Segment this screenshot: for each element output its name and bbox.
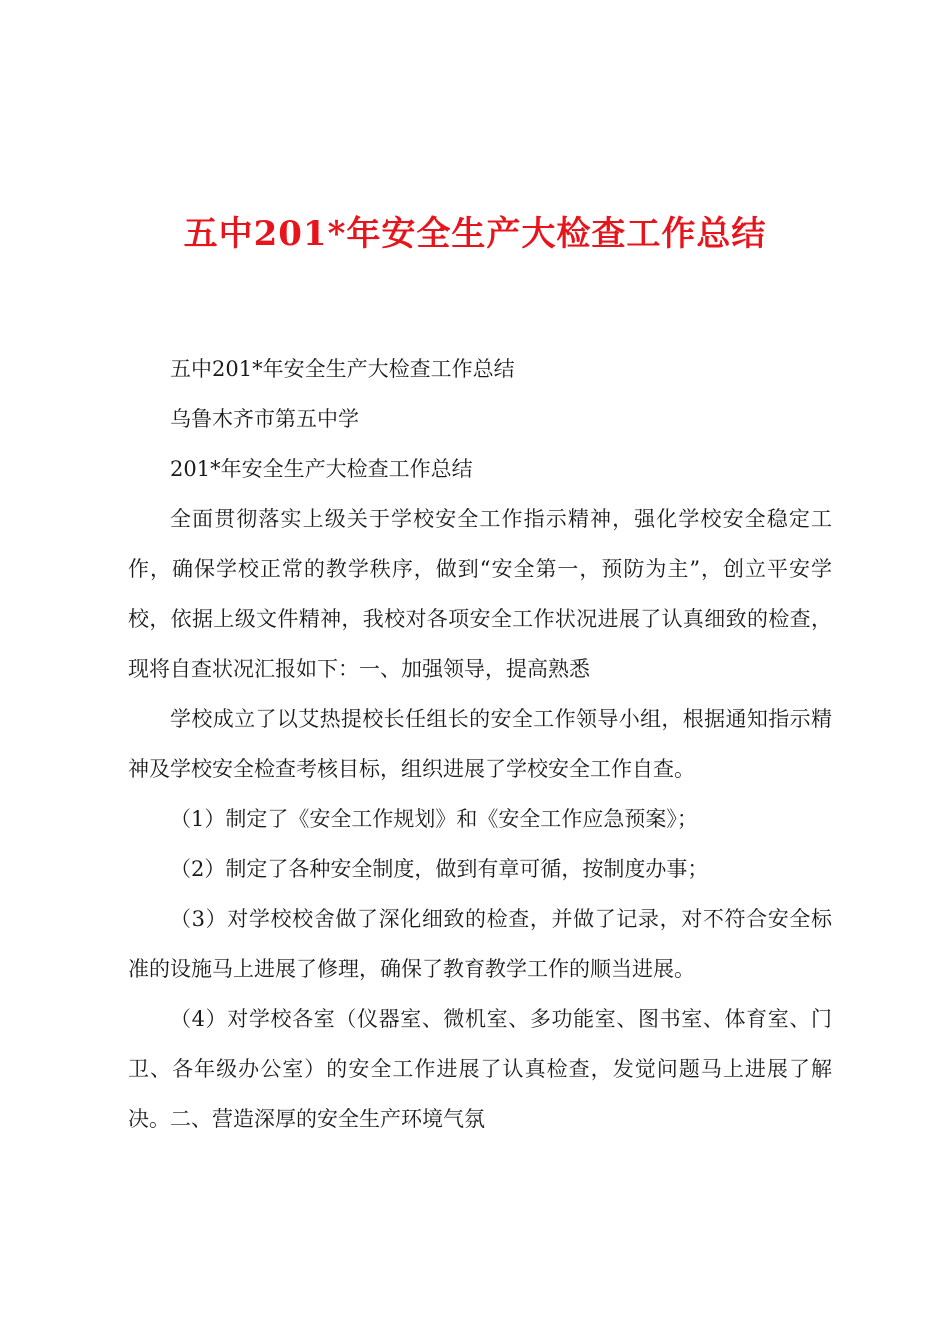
paragraph-item-3: （3）对学校校舍做了深化细致的检查，并做了记录，对不符合安全标准的设施马上进展了修理，确保了教育教学工作的顺当进展。	[128, 907, 832, 981]
paragraph-subtitle: 201*年安全生产大检查工作总结	[170, 457, 473, 481]
document-title: 五中201*年安全生产大检查工作总结	[183, 214, 767, 254]
paragraph-heading-repeat: 五中201*年安全生产大检查工作总结	[170, 357, 515, 381]
paragraph-item-1: （1）制定了《安全工作规划》和《安全工作应急预案》；	[170, 807, 698, 831]
paragraph-intro: 全面贯彻落实上级关于学校安全工作指示精神，强化学校安全稳定工作，确保学校正常的教学秩序，做到“安全第一，预防为主”，创立平安学校，依据上级文件精神，我校对各项安全工作状况进展了认真细致的检查，现将自查状况汇报如下：一、加强领导，提高熟悉	[128, 507, 832, 681]
paragraph-school-name: 乌鲁木齐市第五中学	[170, 407, 359, 431]
paragraph-item-4: （4）对学校各室（仪器室、微机室、多功能室、图书室、体育室、门卫、各年级办公室）的安全工作进展了认真检查，发觉问题马上进展了解决。二、营造深厚的安全生产环境气氛	[128, 1007, 832, 1131]
document-body	[128, 344, 832, 1144]
paragraph-leadership: 学校成立了以艾热提校长任组长的安全工作领导小组，根据通知指示精神及学校安全检查考核目标，组织进展了学校安全工作自查。	[128, 707, 832, 781]
paragraph-item-2: （2）制定了各种安全制度，做到有章可循，按制度办事；	[170, 857, 709, 881]
